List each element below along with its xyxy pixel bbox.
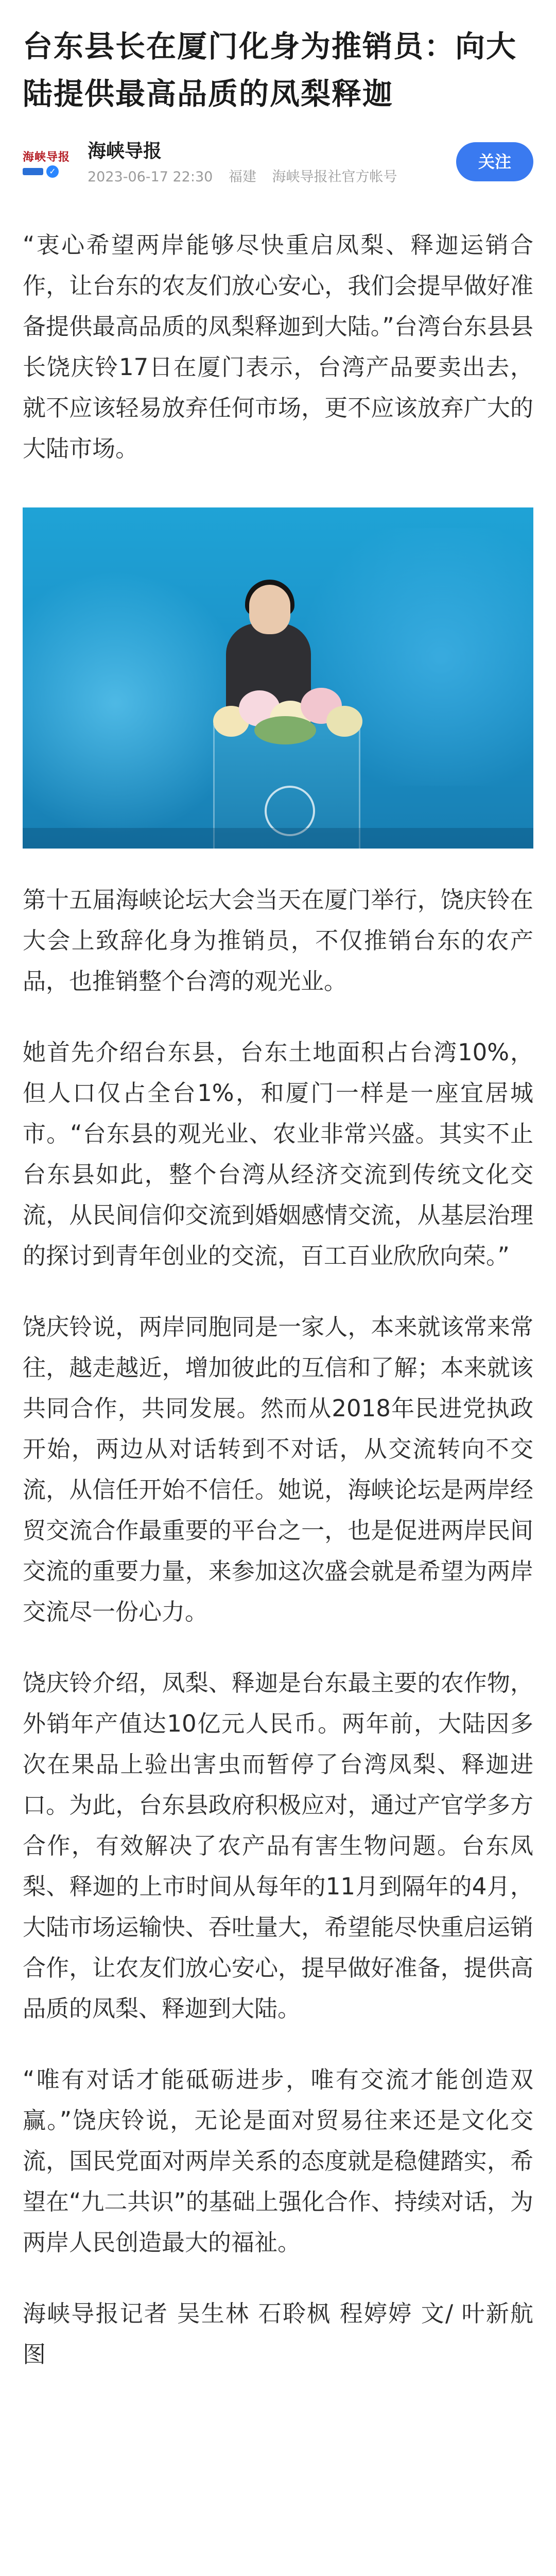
article-meta	[23, 132, 533, 194]
meta-line	[88, 168, 409, 187]
article-paragraph: “唯有对话才能砥砺进步，唯有交流才能创造双赢。”饶庆铃说，无论是面对贸易往来还是文化交流，国民党面对两岸关系的态度就是稳健踏实，希望在“九二共识”的基础上强化合作、持续对话，为两岸人民创造最大的福祉。	[23, 2066, 533, 2256]
account-description: 海峡导报社官方帐号	[272, 169, 397, 185]
article-photo[interactable]	[23, 507, 533, 849]
article-paragraph: “衷心希望两岸能够尽快重启凤梨、释迦运销合作，让台东的农友们放心安心，我们会提早做好准备提供最高品质的凤梨释迦到大陆。”台湾台东县县长饶庆铃17日在厦门表示，台湾产品要卖出去，就不应该轻易放弃任何市场，更不应该放弃广大的大陆市场。	[23, 231, 533, 462]
source-logo[interactable]	[23, 148, 79, 177]
follow-button[interactable]: 关注	[456, 142, 533, 181]
article-paragraph: 第十五届海峡论坛大会当天在厦门举行，饶庆铃在大会上致辞化身为推销员，不仅推销台东的农产品，也推销整个台湾的观光业。	[23, 886, 533, 995]
logo-mark-icon	[23, 168, 43, 175]
flower-arrangement	[203, 685, 368, 747]
article-credits: 海峡导报记者 吴生林 石聆枫 程婷婷 文/ 叶新航 图	[23, 2300, 533, 2368]
article-paragraph: 饶庆铃说，两岸同胞同是一家人，本来就该常来常往，越走越近，增加彼此的互信和了解；本来就该共同合作，共同发展。然而从2018年民进党执政开始，两边从对话转到不对话，从交流转向不交流，从信任开始不信任。她说，海峡论坛是两岸经贸交流合作最重要的平台之一，也是促进两岸民间交流的重要力量，来参加这次盛会就是希望为两岸交流尽一份心力。	[23, 1313, 533, 1625]
article-paragraph: 饶庆铃介绍，凤梨、释迦是台东最主要的农作物，外销年产值达10亿元人民币。两年前，大陆因多次在果品上验出害虫而暂停了台湾凤梨、释迦进口。为此，台东县政府积极应对，通过产官学多方合作，有效解决了农产品有害生物问题。台东凤梨、释迦的上市时间从每年的11月到隔年的4月，大陆市场运输快、吞吐量大，希望能尽快重启运销合作，让农友们放心安心，提早做好准备，提供高品质的凤梨、释迦到大陆。	[23, 1669, 533, 2022]
publish-location: 福建	[228, 169, 256, 185]
verified-badge-icon: ✓	[46, 165, 59, 178]
article-paragraph: 她首先介绍台东县，台东土地面积占台湾10%，但人口仅占全台1%，和厦门一样是一座宜居城市。“台东县的观光业、农业非常兴盛。其实不止台东县如此，整个台湾从经济交流到传统文化交流，从民间信仰交流到婚姻感情交流，从基层治理的探讨到青年创业的交流，百工百业欣欣向荣。”	[23, 1039, 533, 1269]
source-logo-text: 海峡导报	[23, 150, 71, 164]
source-name[interactable]: 海峡导报	[88, 141, 162, 162]
publish-date: 2023-06-17 22:30	[88, 169, 213, 185]
article-title: 台东县长在厦门化身为推销员：向大陆提供最高品质的凤梨释迦	[23, 29, 517, 111]
